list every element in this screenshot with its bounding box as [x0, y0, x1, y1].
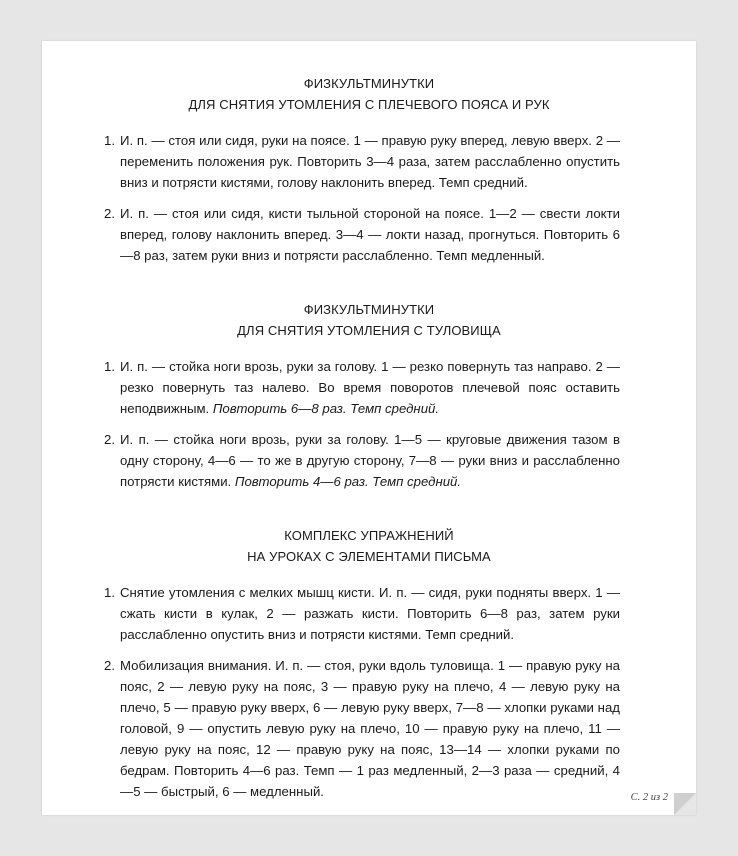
list-item-text: И. п. — стоя или сидя, руки на поясе. 1 — правую руку вперед, левую вверх. 2 — переменить положения рук. Повторить 3—4 раза, затем расслабленно опустить вниз и потрясти кистями, голову наклонить вперед. Темп средний.	[120, 133, 620, 190]
section-shoulders	[42, 73, 696, 266]
list-item	[104, 582, 620, 645]
document-page	[42, 41, 696, 815]
section-title-line-2: ДЛЯ СНЯТИЯ УТОМЛЕНИЯ С ПЛЕЧЕВОГО ПОЯСА И РУК	[188, 97, 550, 112]
section-writing-lessons	[42, 525, 696, 802]
list-item-number: 1.	[104, 133, 115, 148]
list-item	[104, 655, 620, 802]
section-title-line-1: ФИЗКУЛЬТМИНУТКИ	[303, 302, 435, 317]
list-item-text: Снятие утомления с мелких мышц кисти. И. п. — сидя, руки подняты вверх. 1 — сжать кисти в кулак, 2 — разжать кисти. Повторить 6—8 раз, затем руки расслабленно опустить вниз и потрясти кистями. Темп средний.	[120, 585, 620, 642]
list-item-number: 1.	[104, 585, 115, 600]
list-item-number: 2.	[104, 432, 115, 447]
section-title-line-2: НА УРОКАХ С ЭЛЕМЕНТАМИ ПИСЬМА	[247, 549, 491, 564]
list-item-number: 2.	[104, 206, 115, 221]
list-item	[104, 356, 620, 419]
list-item	[104, 203, 620, 266]
section-title-line-1: КОМПЛЕКС УПРАЖНЕНИЙ	[284, 528, 454, 543]
list-item-text: И. п. — стойка ноги врозь, руки за голову. 1—5 — круговые движения тазом в одну сторону, 4—6 — то же в другую сторону, 7—8 — руки вниз и расслабленно потрясти кистями.	[120, 432, 620, 489]
list-item-number: 2.	[104, 658, 115, 673]
section-title-line-2: ДЛЯ СНЯТИЯ УТОМЛЕНИЯ С ТУЛОВИЩА	[237, 323, 501, 338]
list-item-text: Мобилизация внимания. И. п. — стоя, руки вдоль туловища. 1 — правую руку на пояс, 2 — левую руку на пояс, 3 — правую руку на плечо, 4 — левую руку на плечо, 5 — правую руку вверх, 6 — левую руку вверх, 7—8 — хлопки руками над головой, 9 — опустить левую руку на плечо, 10 — правую руку на плечо, 11 — левую руку на пояс, 12 — правую руку на пояс, 13—14 — хлопки руками по бедрам. Повторить 4—6 раз. Темп — 1 раз медленный, 2—3 раза — средний, 4—5 — быстрый, 6 — медленный.	[120, 658, 620, 799]
section-torso	[42, 299, 696, 492]
list-item-number: 1.	[104, 359, 115, 374]
list-item	[104, 130, 620, 193]
section-title-line-1: ФИЗКУЛЬТМИНУТКИ	[303, 76, 435, 91]
list-item-italic-text: Повторить 4—6 раз. Темп средний.	[234, 474, 462, 489]
page-number: С. 2 из 2	[630, 792, 668, 803]
list-item-text: И. п. — стойка ноги врозь, руки за голову. 1 — резко повернуть таз направо. 2 — резко повернуть таз налево. Во время поворотов плечевой пояс оставить неподвижным.	[120, 359, 620, 416]
page-corner-fold	[674, 793, 696, 815]
list-item-text: И. п. — стоя или сидя, кисти тыльной стороной на поясе. 1—2 — свести локти вперед, голову наклонить вперед. 3—4 — локти назад, прогнуться. Повторить 6—8 раз, затем руки вниз и потрясти расслабленно. Темп медленный.	[120, 206, 620, 263]
list-item-italic-text: Повторить 6—8 раз. Темп средний.	[212, 401, 440, 416]
list-item	[104, 429, 620, 492]
